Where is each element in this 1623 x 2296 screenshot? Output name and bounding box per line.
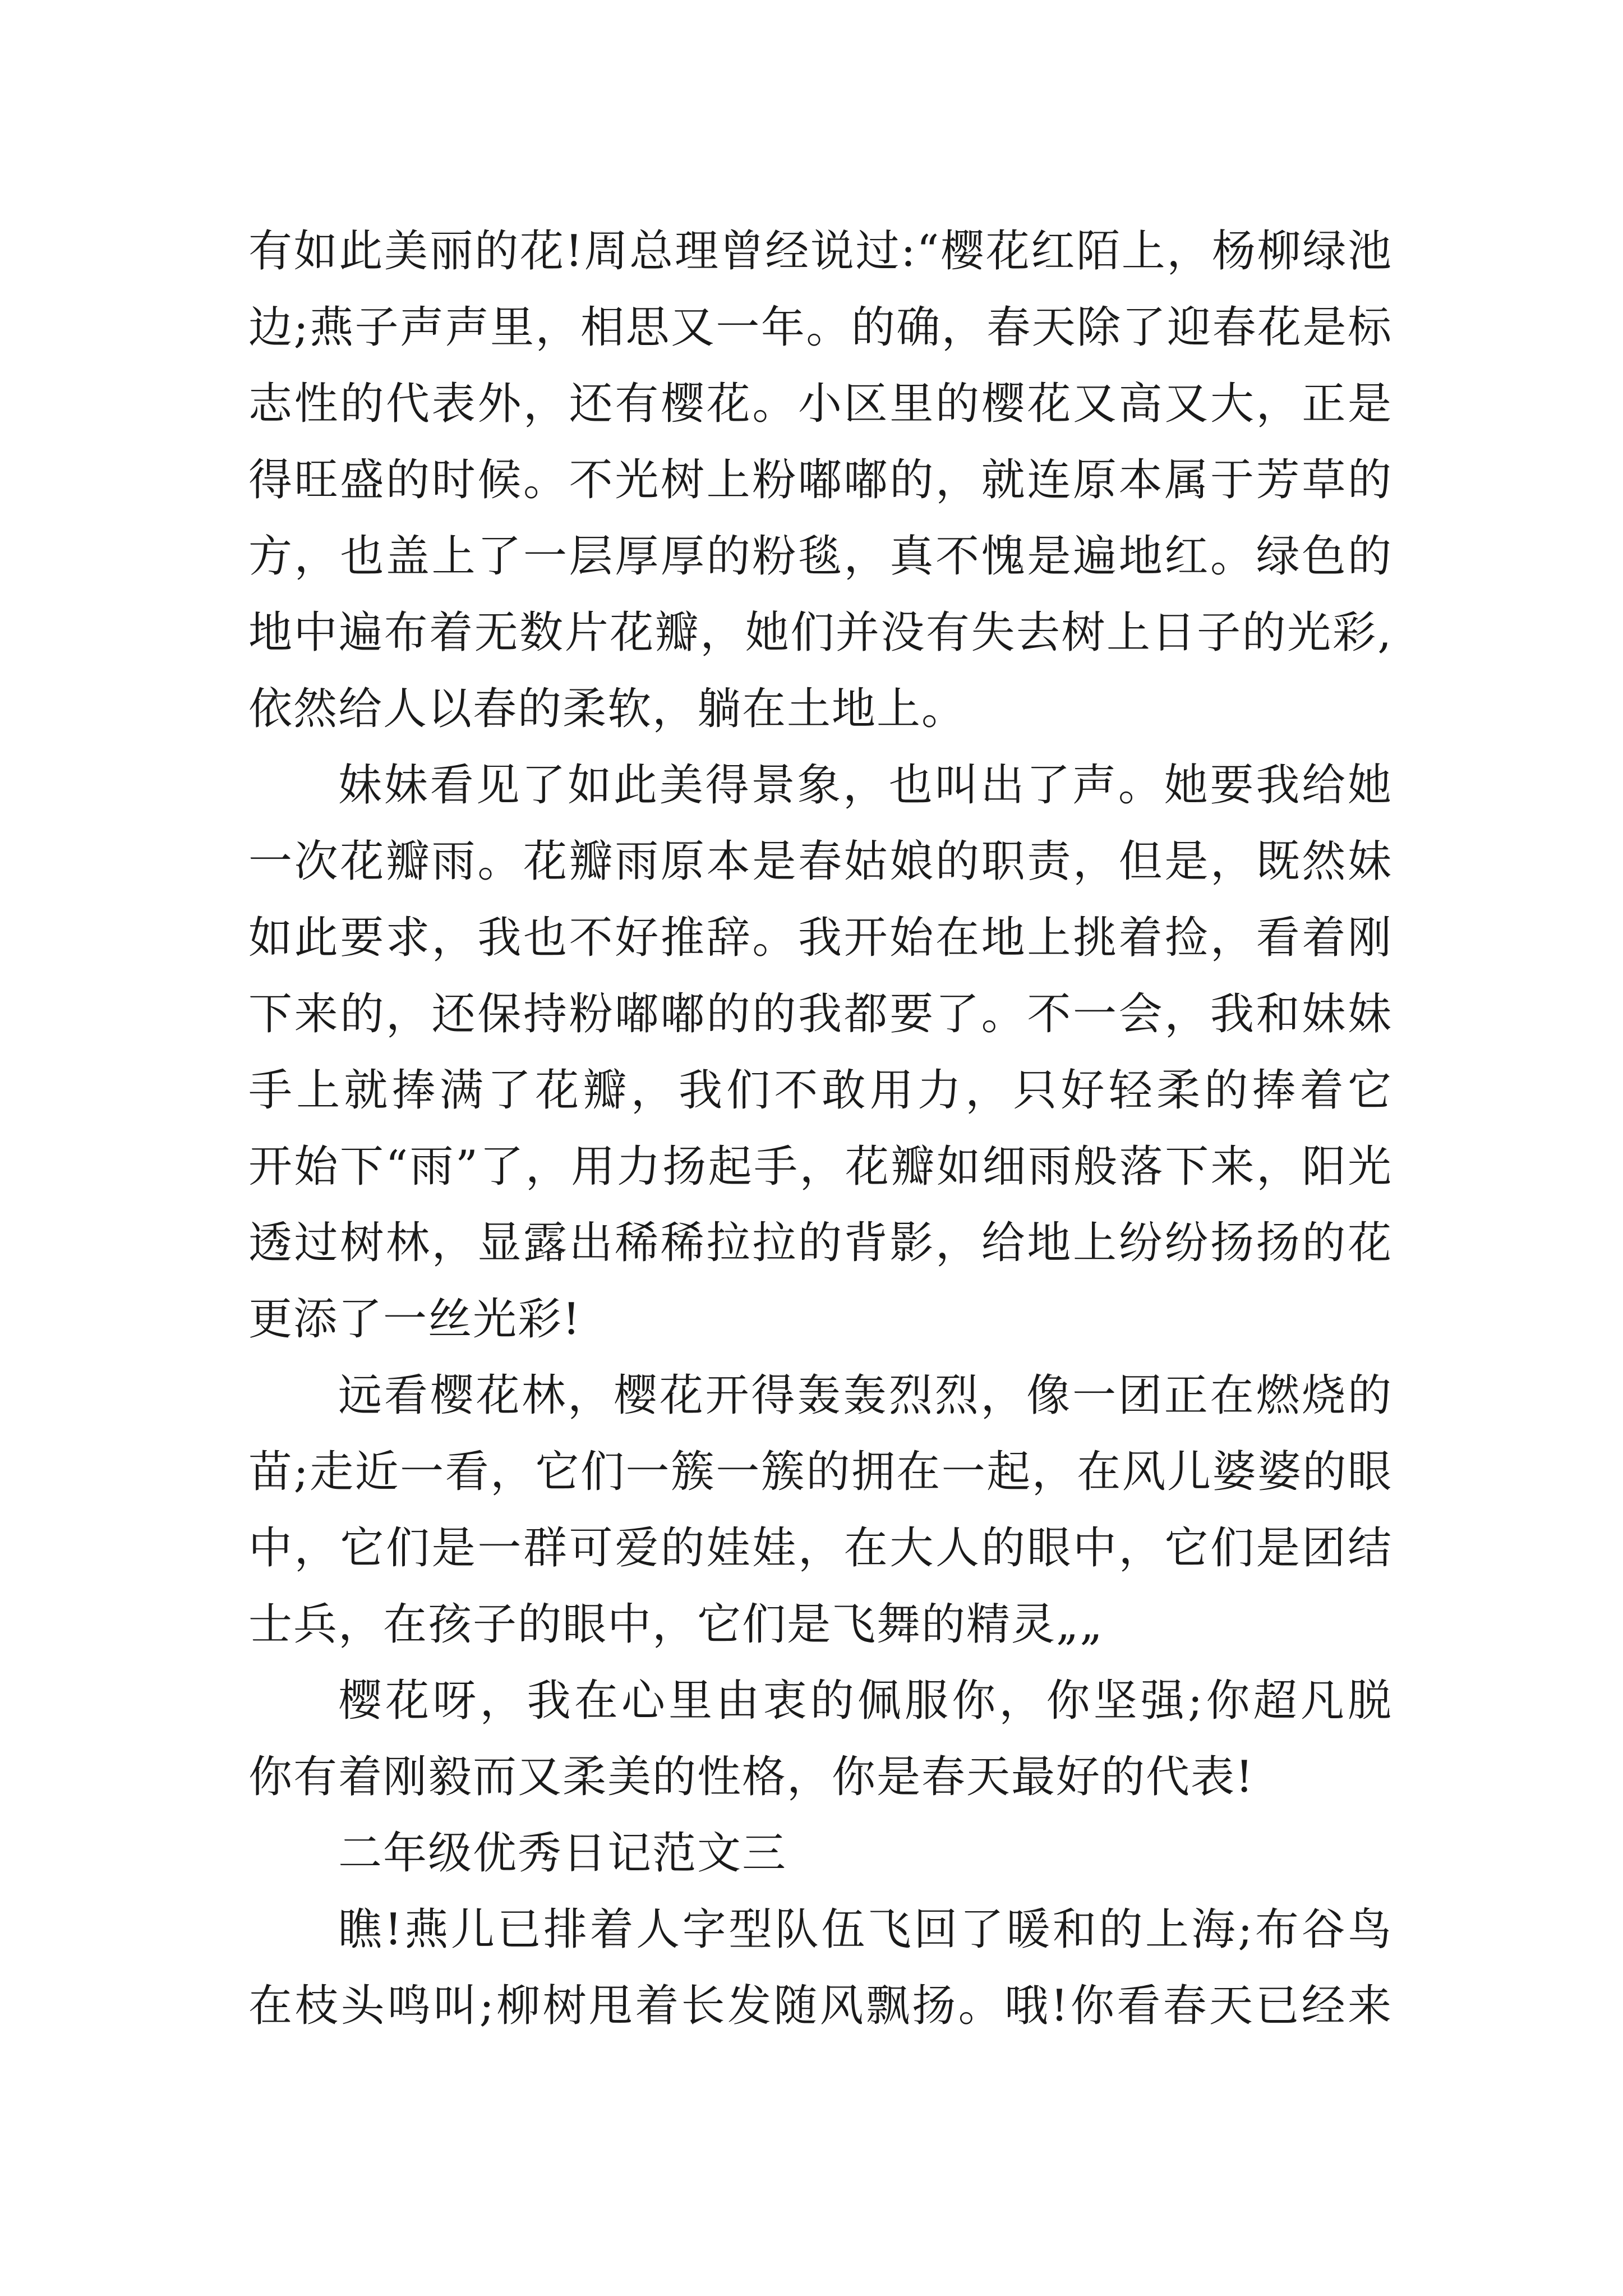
paragraph-first-line: 樱花呀，我在心里由衷的佩服你，你坚强;你超凡脱 bbox=[338, 1676, 1393, 1726]
text-line: 一次花瓣雨。花瓣雨原本是春姑娘的职责，但是，既然妹 bbox=[248, 836, 1393, 887]
document-body bbox=[248, 213, 1393, 2044]
text-line: 中，它们是一群可爱的娃娃，在大人的眼中，它们是团结 bbox=[248, 1523, 1393, 1573]
text-line: 有如此美丽的花!周总理曾经说过:“樱花红陌上，杨柳绿池 bbox=[248, 226, 1393, 277]
text-line: 地中遍布着无数片花瓣，她们并没有失去树上日子的光彩, bbox=[248, 608, 1393, 658]
text-line: 得旺盛的时候。不光树上粉嘟嘟的，就连原本属于芳草的 bbox=[248, 455, 1393, 505]
text-line: 如此要求，我也不好推辞。我开始在地上挑着捡，看着刚 bbox=[248, 913, 1393, 963]
text-line: 在枝头鸣叫;柳树甩着长发随风飘扬。哦!你看春天已经来 bbox=[248, 1981, 1393, 2031]
section-heading: 二年级优秀日记范文三 bbox=[338, 1828, 787, 1879]
text-line: 边;燕子声声里，相思又一年。的确，春天除了迎春花是标 bbox=[248, 302, 1393, 353]
text-line: 更添了一丝光彩! bbox=[248, 1294, 582, 1345]
text-line: 士兵，在孩子的眼中，它们是飞舞的精灵„„ bbox=[248, 1599, 1104, 1650]
text-line: 依然给人以春的柔软，躺在土地上。 bbox=[248, 684, 967, 734]
text-line: 下来的，还保持粉嘟嘟的的我都要了。不一会，我和妹妹 bbox=[248, 989, 1393, 1039]
text-line: 志性的代表外，还有樱花。小区里的樱花又高又大，正是 bbox=[248, 379, 1393, 429]
text-line: 透过树林，显露出稀稀拉拉的背影，给地上纷纷扬扬的花 bbox=[248, 1218, 1393, 1268]
text-line: 你有着刚毅而又柔美的性格，你是春天最好的代表! bbox=[248, 1752, 1255, 1802]
text-line: 手上就捧满了花瓣，我们不敢用力，只好轻柔的捧着它 bbox=[248, 1065, 1393, 1116]
text-line: 方，也盖上了一层厚厚的粉毯，真不愧是遍地红。绿色的 bbox=[248, 531, 1393, 582]
text-line: 苗;走近一看，它们一簇一簇的拥在一起，在风儿婆婆的眼 bbox=[248, 1447, 1393, 1497]
paragraph-first-line: 妹妹看见了如此美得景象，也叫出了声。她要我给她 bbox=[338, 760, 1393, 811]
paragraph-first-line: 瞧!燕儿已排着人字型队伍飞回了暖和的上海;布谷鸟 bbox=[338, 1904, 1393, 1955]
text-line: 开始下“雨”了，用力扬起手，花瓣如细雨般落下来，阳光 bbox=[248, 1142, 1393, 1192]
paragraph-first-line: 远看樱花林，樱花开得轰轰烈烈，像一团正在燃烧的 bbox=[338, 1370, 1393, 1421]
